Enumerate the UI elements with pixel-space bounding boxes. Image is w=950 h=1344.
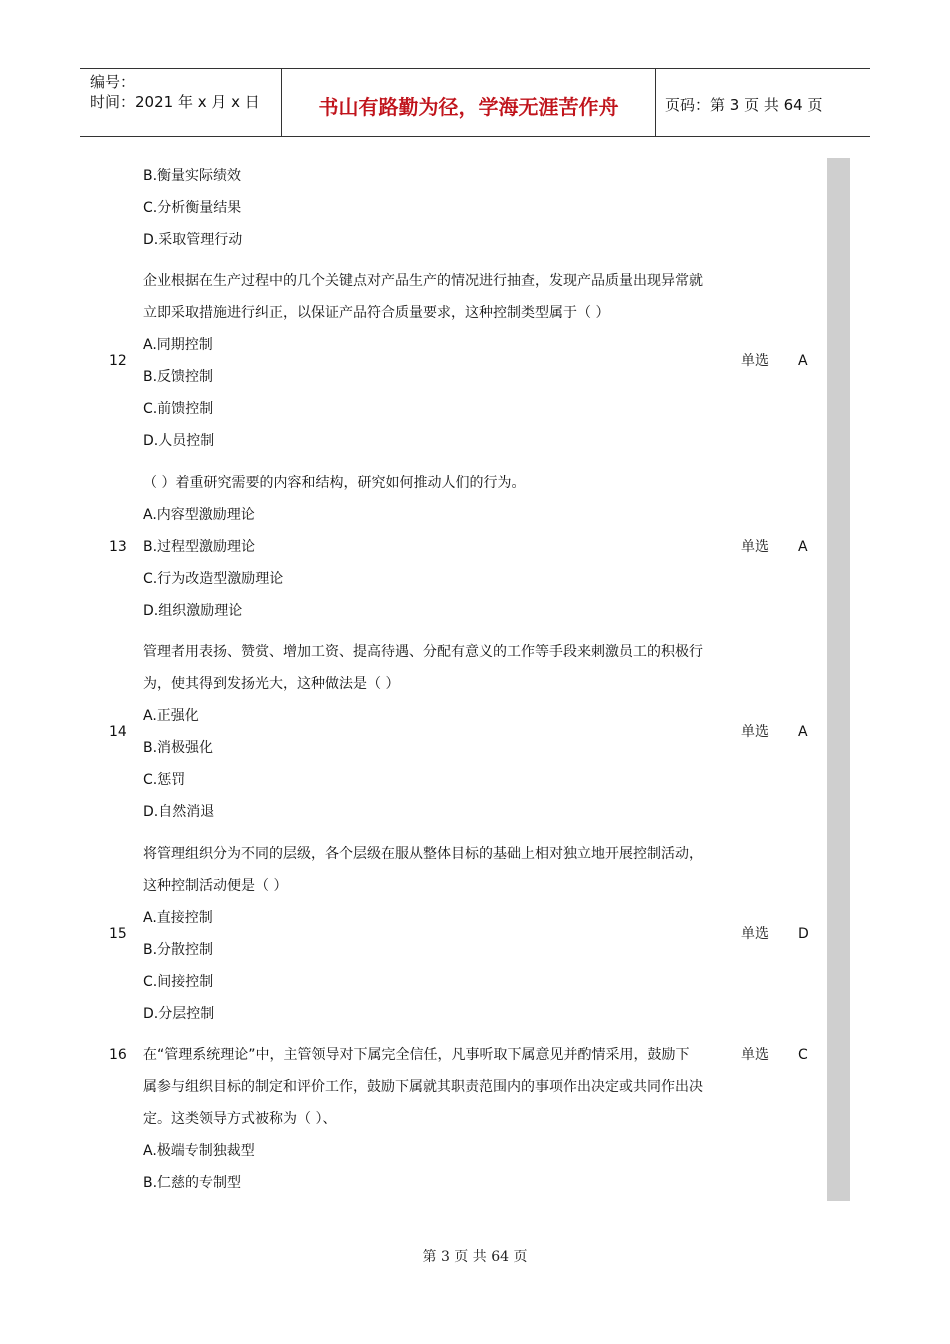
question-number: 15 [109, 926, 127, 942]
question-type: 单选 [741, 926, 769, 942]
question-text-line: 在“管理系统理论”中，主管领导对下属完全信任，凡事听取下属意见并酌情采用，鼓励下 [143, 1047, 690, 1063]
question-text-line: 将管理组织分为不同的层级，各个层级在服从整体目标的基础上相对独立地开展控制活动， [143, 846, 703, 862]
question-text-line: B.消极强化 [143, 740, 214, 756]
question-text-line: D.采取管理行动 [143, 232, 243, 248]
question-type: 单选 [741, 539, 769, 555]
question-text-line: D.分层控制 [143, 1006, 215, 1022]
question-type: 单选 [741, 724, 769, 740]
question-answer: C [798, 1047, 808, 1063]
question-number: 13 [109, 539, 127, 555]
question-answer: A [798, 724, 808, 740]
question-text-line: B.衡量实际绩效 [143, 168, 242, 184]
question-text-line: A.同期控制 [143, 337, 213, 353]
question-text-line: C.惩罚 [143, 772, 186, 788]
question-text-line: 定。这类领导方式被称为（ ）、 [143, 1111, 337, 1127]
question-text-line: A.直接控制 [143, 910, 213, 926]
question-text-line: C.前馈控制 [143, 401, 214, 417]
document-time-label: 时间：2021 年 x 月 x 日 [90, 93, 260, 111]
question-text-line: C.分析衡量结果 [143, 200, 242, 216]
question-number: 12 [109, 353, 127, 369]
question-text-line: 为，使其得到发扬光大，这种做法是（ ） [143, 676, 400, 692]
question-text-line: B.反馈控制 [143, 369, 214, 385]
question-number: 16 [109, 1047, 127, 1063]
question-answer: A [798, 353, 808, 369]
question-text-line: B.分散控制 [143, 942, 214, 958]
question-number: 14 [109, 724, 127, 740]
question-text-line: A.极端专制独裁型 [143, 1143, 255, 1159]
document-number-label: 编号： [90, 73, 136, 91]
question-type: 单选 [741, 1047, 769, 1063]
question-text-line: 属参与组织目标的制定和评价工作，鼓励下属就其职责范围内的事项作出决定或共同作出决 [143, 1079, 703, 1095]
question-type: 单选 [741, 353, 769, 369]
question-text-line: A.内容型激励理论 [143, 507, 255, 523]
question-text-line: B.仁慈的专制型 [143, 1175, 242, 1191]
question-text-line: 企业根据在生产过程中的几个关键点对产品生产的情况进行抽查，发现产品质量出现异常就 [143, 273, 703, 289]
question-text-line: D.自然消退 [143, 804, 215, 820]
question-text-line: A.正强化 [143, 708, 199, 724]
question-text-line: （ ）着重研究需要的内容和结构，研究如何推动人们的行为。 [143, 475, 526, 491]
question-text-line: C.行为改造型激励理论 [143, 571, 284, 587]
header-page-info: 页码：第 3 页 共 64 页 [665, 96, 823, 114]
question-answer: D [798, 926, 809, 942]
header-motto: 书山有路勤为径，学海无涯苦作舟 [318, 95, 619, 119]
question-text-line: B.过程型激励理论 [143, 539, 256, 555]
question-text-line: 立即采取措施进行纠正，以保证产品符合质量要求，这种控制类型属于（ ） [143, 305, 610, 321]
question-text-line: D.人员控制 [143, 433, 215, 449]
page-footer: 第 3 页 共 64 页 [422, 1249, 528, 1265]
question-answer: A [798, 539, 808, 555]
question-text-line: D.组织激励理论 [143, 603, 243, 619]
question-text-line: C.间接控制 [143, 974, 214, 990]
question-text-line: 这种控制活动便是（ ） [143, 878, 288, 894]
question-text-line: 管理者用表扬、赞赏、增加工资、提高待遇、分配有意义的工作等手段来刺激员工的积极行 [143, 644, 703, 660]
